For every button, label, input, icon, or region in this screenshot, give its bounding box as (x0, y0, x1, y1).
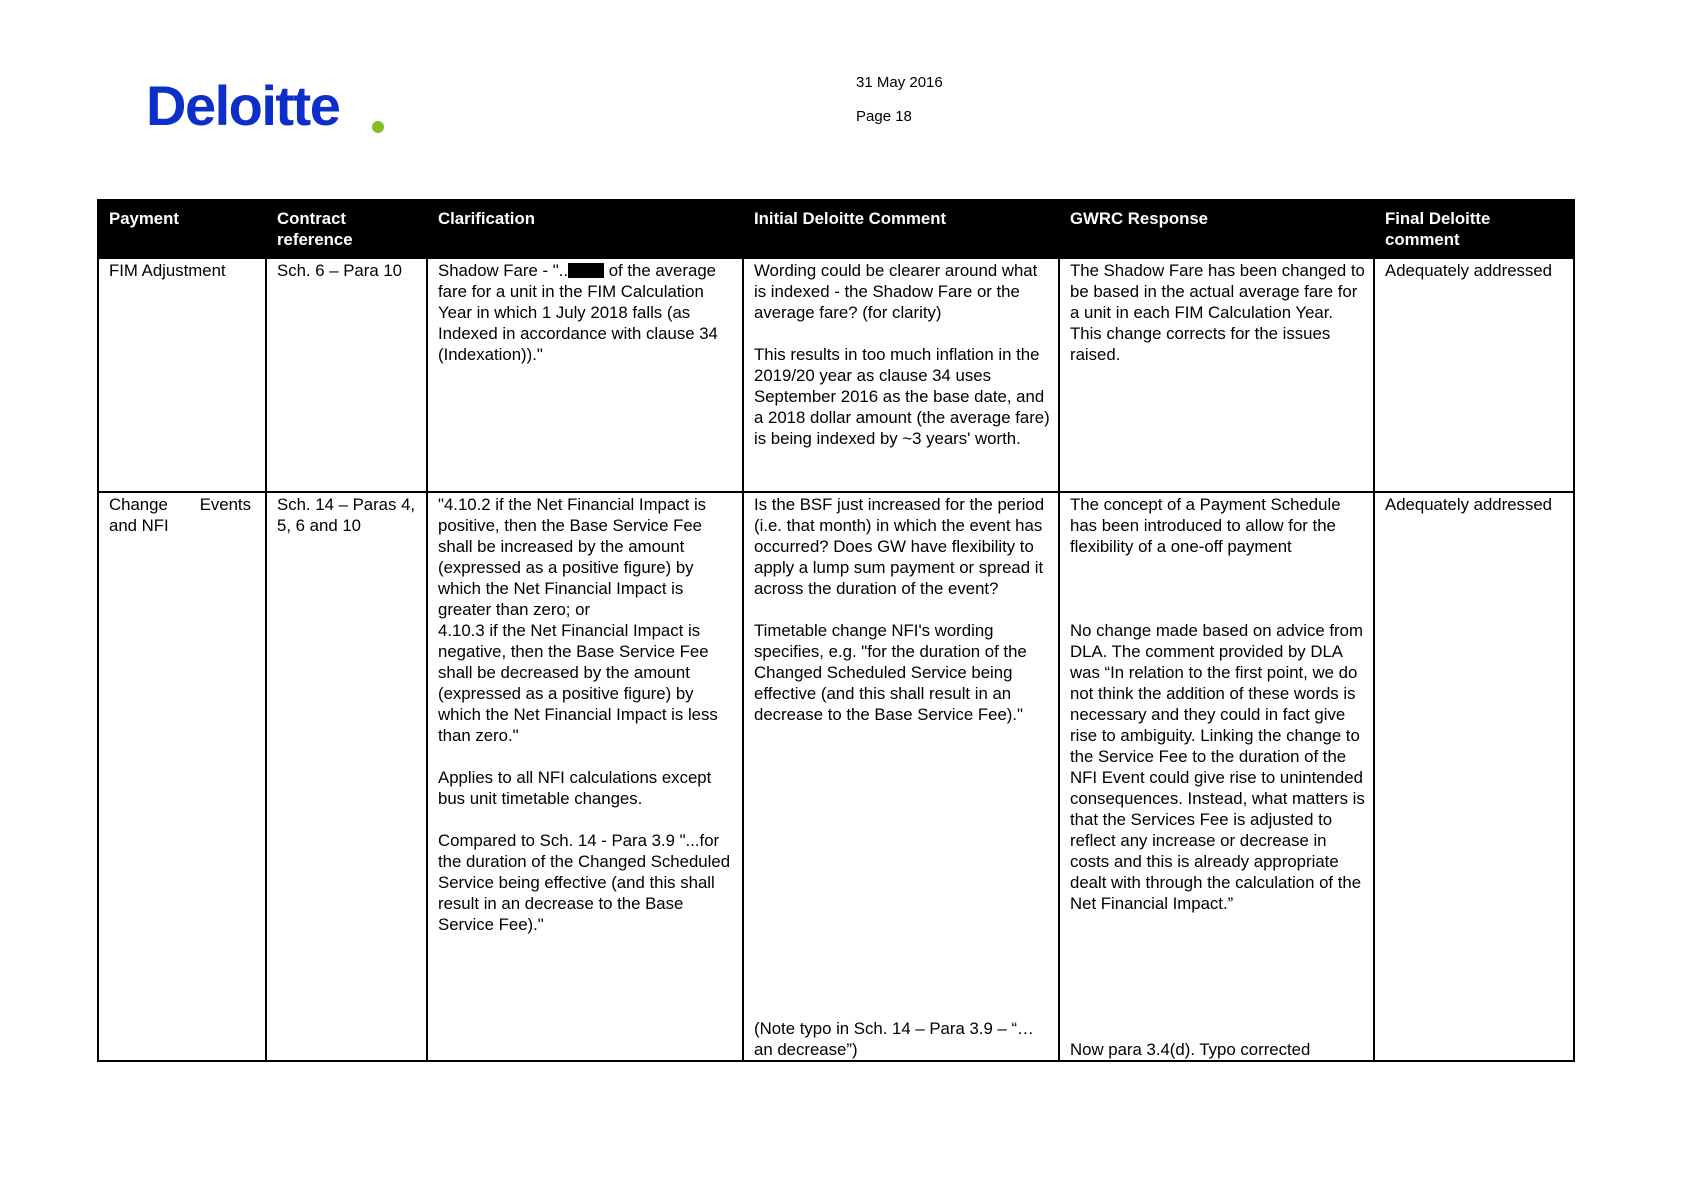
comment-paragraph: This results in too much inflation in the 2019/20 year as clause 34 uses September 2016 as the base date, and a 2018 dollar amount (the average fare) is being indexed by ~3 years' worth. (754, 345, 1050, 448)
table-row (98, 258, 1574, 492)
page-number: Page 18 (856, 108, 912, 125)
payment-word: Events (199, 495, 251, 514)
clarification-text-end: of the average fare for a unit in the FIM Calculation Year in which 1 July 2018 falls (as Indexed in accordance with clause 34 (Indexation))." (438, 261, 718, 364)
col-header-payment: Payment (98, 200, 266, 258)
clarification-paragraph: Applies to all NFI calculations except bus unit timetable changes. (438, 768, 712, 808)
cell-final-comment: Adequately addressed (1374, 492, 1574, 1061)
cell-gwrc-response (1059, 258, 1374, 492)
table-header-row (98, 200, 1574, 258)
comment-paragraph: Is the BSF just increased for the period (i.e. that month) in which the event has occurred? Does GW have flexibility to apply a lump sum payment or spread it across the duration of the event? (754, 495, 1045, 598)
table-row (98, 492, 1574, 1061)
deloitte-logo (146, 74, 340, 137)
cell-clarification (427, 258, 743, 492)
response-paragraph: No change made based on advice from DLA. The comment provided by DLA was “In relation to the first point, we do not think the addition of these words is necessary and they could in fact give rise to ambiguity. Linking the change to the Service Fee to the duration of the NFI Event could give rise to unintended consequences. Instead, what matters is that the Services Fee is adjusted to reflect any increase or decrease in costs and this is already appropriate dealt with through the calculation of the Net Financial Impact.” (1070, 621, 1365, 913)
logo-dot (372, 121, 384, 133)
cell-final-comment: Adequately addressed (1374, 258, 1574, 492)
cell-clarification (427, 492, 743, 1061)
logo-wordmark: Deloitte (146, 74, 340, 137)
col-header-contract-reference: Contract reference (266, 200, 427, 258)
response-paragraph: The concept of a Payment Schedule has been introduced to allow for the flexibility of a one-off payment (1070, 495, 1341, 556)
cell-initial-comment (743, 492, 1059, 1061)
payment-line-2: and NFI (109, 516, 169, 535)
clarification-paragraph: Compared to Sch. 14 - Para 3.9 "...for the duration of the Changed Scheduled Service being effective (and this shall result in an decrease to the Base Service Fee)." (438, 831, 731, 934)
review-table (97, 199, 1575, 1062)
cell-gwrc-response (1059, 492, 1374, 1061)
clarification-text-start: Shadow Fare - ".. (438, 261, 569, 280)
redaction-box (568, 263, 604, 278)
clarification-paragraph: "4.10.2 if the Net Financial Impact is positive, then the Base Service Fee shall be increased by the amount (expressed as a positive figure) by which the Net Financial Impact is greater than zero; or (438, 495, 707, 619)
payment-word: Change (109, 495, 168, 514)
document-date: 31 May 2016 (856, 74, 943, 91)
cell-contract-reference: Sch. 6 – Para 10 (266, 258, 427, 492)
col-header-final-comment: Final Deloitte comment (1374, 200, 1574, 258)
payment-line-1 (109, 494, 257, 515)
col-header-initial-comment: Initial Deloitte Comment (743, 200, 1059, 258)
col-header-gwrc-response: GWRC Response (1059, 200, 1374, 258)
clarification-paragraph: 4.10.3 if the Net Financial Impact is negative, then the Base Service Fee shall be decreased by the amount (expressed as a positive figure) by which the Net Financial Impact is less than zero." (438, 621, 718, 745)
cell-initial-comment (743, 258, 1059, 492)
col-header-clarification: Clarification (427, 200, 743, 258)
response-paragraph: The Shadow Fare has been changed to be based in the actual average fare for a unit in each FIM Calculation Year. This change corrects for the issues raised. (1070, 261, 1365, 364)
cell-payment (98, 492, 266, 1061)
cell-contract-reference: Sch. 14 – Paras 4, 5, 6 and 10 (266, 492, 427, 1061)
comment-paragraph: Wording could be clearer around what is indexed - the Shadow Fare or the average fare? (for clarity) (754, 261, 1038, 322)
typo-note: (Note typo in Sch. 14 – Para 3.9 – “…an decrease”) (754, 1019, 1034, 1059)
cell-payment: FIM Adjustment (98, 258, 266, 492)
typo-correction-note: Now para 3.4(d). Typo corrected (1070, 1040, 1311, 1059)
comment-paragraph: Timetable change NFI's wording specifies, e.g. "for the duration of the Changed Scheduled Service being effective (and this shall result in an decrease to the Base Service Fee)." (754, 621, 1027, 724)
